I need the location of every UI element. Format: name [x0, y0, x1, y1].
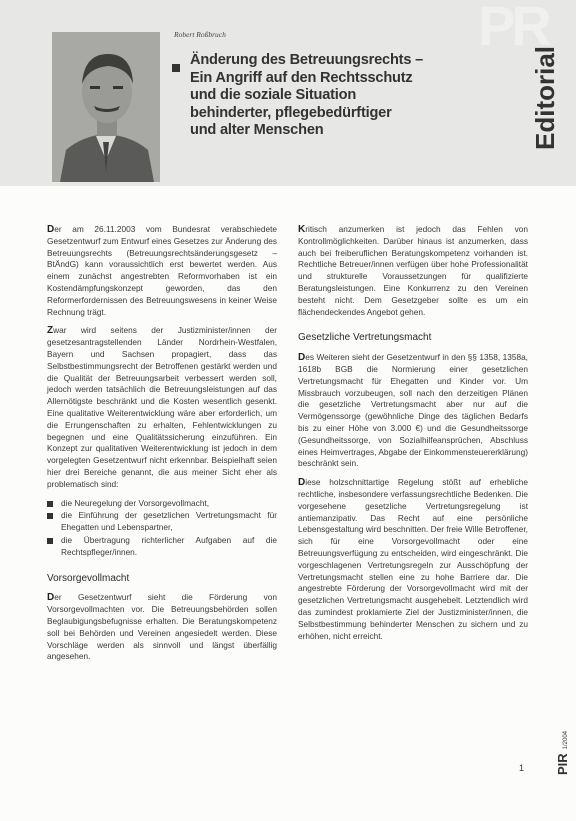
left-column: [47, 224, 277, 670]
right-column: [298, 224, 528, 649]
body-paragraph: Kritisch anzumerken ist jedoch das Fehlen von Kontrollmöglichkeiten. Darüber hinaus ist anzumerken, dass auch bei freiberuflichen Beratungskompetenz vorhanden ist. Rechtliche Betreuer/innen verfügen über hohe Professionalität und strukturelle Voraussetzungen für qualifizierte Beratungsleistungen. Eine Konkurrenz zu den Vereinen besteht nicht. Dem Gesetzgeber sollte es um ein flächendeckendes Angebot gehen.: [298, 224, 528, 317]
journal-name: PIR: [555, 753, 570, 775]
headline-line: und die soziale Situation: [190, 87, 357, 103]
author-name: Robert Roßbruch: [174, 30, 226, 39]
issue-number: 1/2004: [563, 730, 569, 750]
list-item: die Übertragung richterlicher Aufgaben auf die Rechtspfleger/innen.: [47, 535, 277, 559]
article-headline: [190, 52, 452, 140]
author-portrait-image: [52, 32, 160, 182]
headline-line: behinderter, pflegebedürftiger: [190, 104, 392, 121]
body-paragraph: Diese holzschnittartige Regelung stößt auf erhebliche rechtliche, insbesondere verfassungsrechtliche Bedenken. Die vorgesehene gesetzliche Vertretungsregelung ist antiemanzipativ. Das Recht auf eine persönliche Lebensgestaltung wird beschnitten. Der freie Wille Betroffener, sich für eine Vorsorgevollmacht oder eine Betreuungsverfügung zu entscheiden, wird eingeschränkt. Die vorgeschlagenen Vertretungsregeln zur Ausschöpfung der Vertretungsmacht stellen eine zu hohe Barriere dar. Die angestrebte Förderung der Vorsorgevollmacht wird mit der gesetzlichen Vertretungsmacht ausgehebelt. Letztendlich wird das zumindest proklamierte Ziel der Justizminister/innen, die Selbstbestimmung behinderter Menschen zu sichern und zu erhöhen, nicht erreicht.: [298, 477, 528, 641]
list-item: die Neuregelung der Vorsorgevollmacht,: [47, 498, 277, 510]
body-paragraph: Der Gesetzentwurf sieht die Förderung von Vorsorgevollmachten vor. Die Betreuungsbehörden sollen Beglaubigungsbefugnisse erhalten. Die Beratungskompetenz soll bei Behörden und Vereinen angesiedelt werden. Diese Vorschläge werden als sinnvoll und längst überfällig angesehen.: [47, 592, 277, 662]
author-photo: [52, 32, 160, 182]
list-item: die Einführung der gesetzlichen Vertretungsmacht für Ehegatten und Lebenspartner,: [47, 510, 277, 534]
headline-line: Ein Angriff auf den Rechtsschutz: [190, 69, 413, 86]
journal-logo-watermark: PR: [478, 0, 548, 57]
body-paragraph: Des Weiteren sieht der Gesetzentwurf in den §§ 1358, 1358a, 1618b BGB die Normierung einer gesetzlichen Vertretungsmacht für Ehegatten und Kinder vor. Um Missbrauch vorzubeugen, soll nach den derzeitigen Plänen die gesetzliche Vertretungsmacht aber nur auf die Vermögenssorge (gewöhnliche Dinge des täglichen Bedarfs bis zu einer Höhe von 3.000 €) und die Gesundheitssorge (Gesundheitssorge, von Sozialhilfeansprüchen, Abschluss eines Heimvertrages, Abgabe der Einkommensteuererklärung) beschränkt sein.: [298, 352, 528, 469]
headline-line: und alter Menschen: [190, 122, 324, 138]
body-paragraph: Der am 26.11.2003 vom Bundesrat verabschiedete Gesetzentwurf zum Entwurf eines Gesetzes zur Änderung des Betreuungsrechts (Betreuungsrechtsänderungsgesetz – BtÄndG) kann voraussichtlich erst bewertet werden. Aus einem zunächst angestrebten Reformvorhaben ist ein Kostendämpfungskonzept geworden, das den Reformerfordernissen des Betreuungswesens in keiner Weise Rechnung trägt.: [47, 224, 277, 317]
page-number: 1: [519, 763, 525, 773]
section-heading: Gesetzliche Vertretungsmacht: [298, 332, 432, 344]
headline-line: Änderung des Betreuungsrechts –: [190, 52, 424, 68]
section-heading: Vorsorgevollmacht: [47, 572, 130, 584]
journal-footer: [554, 731, 572, 775]
section-label: Editorial: [530, 45, 560, 150]
body-paragraph: Zwar wird seitens der Justizminister/innen der gesetzesantragstellenden Länder Nordrhein-Westfalen, Bayern und Sachsen propagiert, dass das Selbstbestimmungsrecht der Betroffenen gestärkt werden und die Qualität der Betreuungsarbeit verbessert werden soll, jedoch werden tatsächlich die Betreuungsleistungen auf das Allernötigste beschränkt und die Kosten wesentlich gesenkt. Eine qualitative Weiterentwicklung wäre aber erforderlich, um die Errungenschaften zu erhalten, Fehlentwicklungen zu begegnen und eine Qualitätssicherung einzuführen. Ein Konzept zur qualitativen Weiterentwicklung ist jedoch in dem vorgelegten Gesetzentwurf nicht erkennbar. Beispielhaft seien hier drei Bereiche genannt, die aus meiner Sicht eher als problematisch sind:: [47, 325, 277, 489]
headline-bullet-icon: [172, 64, 180, 72]
bullet-list: [47, 498, 277, 559]
